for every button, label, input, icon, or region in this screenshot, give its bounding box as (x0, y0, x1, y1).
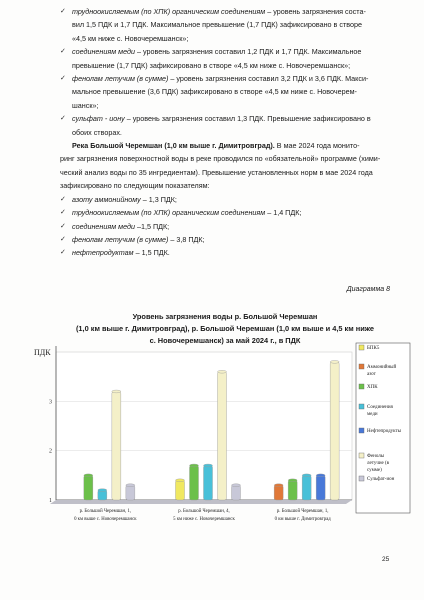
list1-item-rest: – уровень загрязнения составил 1,2 ПДК и 1,7 ПДК. Максимальное (134, 47, 362, 57)
list1-item-cont: шанск»; (72, 100, 99, 110)
list2-item-rest: – 1,3 ПДК; (140, 194, 177, 204)
page-number: 25 (382, 556, 390, 563)
bar-cap (176, 479, 185, 482)
river-heading: Река Большой Черемшан (1,0 км выше г. Димитровград). (72, 141, 275, 151)
bar-cap (98, 489, 107, 492)
legend-label: азот (367, 372, 376, 377)
bar (112, 391, 121, 500)
legend-swatch (359, 453, 364, 458)
bar (274, 485, 283, 500)
bar-cap (218, 370, 227, 373)
bar (176, 480, 185, 500)
bar-cap (232, 484, 241, 487)
list1-item-cont: мальное превышение (3,6 ПДК) зафиксировано в створе «4,5 км ниже с. Новочерем- (72, 87, 357, 97)
list1-item-cont: вил 1,5 ПДК и 1,7 ПДК. Максимальное превышение (1,7 ПДК) зафиксировано в створе (72, 20, 362, 30)
x-tick-label: 5 км ниже с. Новочеремшанск (173, 517, 235, 522)
x-tick-label: 0 км выше г. Димитровград (274, 517, 331, 522)
check-icon: ✓ (60, 8, 66, 15)
bar (218, 372, 227, 500)
bar (204, 465, 213, 500)
list2-item-term: трудноокисляемым (по ХПК) органическим соединениям (72, 208, 266, 218)
list2-item-rest: – 3,8 ПДК; (168, 234, 205, 244)
chart-title-line-2: (1,0 км выше г. Димитровград), р. Большой Черемшан (1,0 км выше и 4,5 км ниже (75, 324, 375, 333)
chart-title-line-3: с. Новочеремшанск) за май 2024 г., в ПДК (149, 336, 301, 345)
diagram-label: Диаграмма 8 (346, 286, 390, 293)
y-tick-label: 1 (49, 498, 52, 504)
bar (288, 480, 297, 500)
chart-floor (50, 500, 352, 504)
list1-item-cont: превышение (1,7 ПДК) зафиксировано в створе «4,5 км ниже с. Новочеремшанск»; (72, 60, 351, 70)
list1-item-term: сульфат - иону (72, 114, 125, 124)
bar (330, 362, 339, 500)
legend-label: БПК5 (367, 346, 380, 351)
river-line: зафиксировано по следующим показателям: (60, 181, 210, 191)
legend-label: ХПК (367, 385, 378, 390)
legend-swatch (359, 428, 364, 433)
list1-item-cont: «4,5 км ниже с. Новочеремшанск»; (72, 33, 189, 43)
check-icon: ✓ (60, 249, 66, 257)
y-axis-title: ПДК (34, 348, 51, 357)
bar (316, 475, 325, 500)
bar-cap (330, 360, 339, 363)
x-tick-label: 0 км выше с. Новочеремшанск (74, 517, 137, 522)
legend-swatch (359, 404, 364, 409)
bar (190, 465, 199, 500)
legend-swatch (359, 345, 364, 350)
list1-item-term: трудноокисляемым (по ХПК) органическим соединениям (72, 7, 266, 16)
list1-item-rest: – уровень загрязнения соста- (265, 7, 366, 16)
bar-cap (204, 464, 213, 467)
bar-cap (126, 484, 135, 487)
legend-label: летучие (в (367, 461, 390, 466)
x-tick-label: р. Большой Черемшан, 4, (178, 509, 230, 514)
check-icon: ✓ (60, 222, 66, 230)
legend-label: Нефтепродукты (367, 429, 402, 434)
river-line: ческий анализ воды по 35 ингредиентам). Превышение установленных норм в мае 2024 года (60, 167, 373, 177)
legend-label: сумме) (367, 468, 382, 473)
legend-label: меди (367, 412, 378, 417)
list1-item-term: соединениям меди (72, 47, 135, 57)
y-tick-label: 3 (49, 399, 52, 406)
legend-label: Соединения (367, 405, 393, 410)
bar (126, 485, 135, 500)
check-icon: ✓ (60, 48, 66, 56)
river-line: ринг загрязнения поверхностной воды в реке проводился по «обязательной» программе (хими- (60, 154, 381, 164)
y-tick-label: 2 (49, 448, 52, 455)
list1-item-term: фенолам летучим (в сумме) (72, 74, 169, 84)
bar (302, 475, 311, 500)
bar-cap (274, 484, 283, 487)
check-icon: ✓ (60, 195, 66, 203)
list2-item-term: соединениям меди (72, 221, 135, 231)
bar-cap (288, 479, 297, 482)
list1-item-cont: обоих створах. (72, 127, 122, 137)
check-icon: ✓ (60, 75, 66, 83)
check-icon: ✓ (60, 115, 66, 123)
check-icon: ✓ (60, 235, 66, 243)
chart-title-line-1: Уровень загрязнения воды р. Большой Черемшан (132, 312, 318, 321)
list1-item-rest: – уровень загрязнения составил 1,3 ПДК. Превышение зафиксировано в (124, 114, 371, 124)
list2-item-term: азоту аммонийному (72, 194, 141, 204)
list1-item-rest: – уровень загрязнения составил 3,2 ПДК и 3,6 ПДК. Макси- (168, 74, 369, 84)
list2-item-term: нефтепродуктам (72, 248, 134, 258)
bar-cap (112, 390, 121, 393)
check-icon: ✓ (60, 209, 66, 217)
bar (84, 475, 93, 500)
river-text: В мае 2024 года монито- (274, 141, 360, 151)
bar-cap (190, 464, 199, 467)
list2-item-term: фенолам летучим (в сумме) (72, 234, 169, 244)
legend-label: Аммонийный (367, 365, 397, 370)
legend-swatch (359, 364, 364, 369)
bar-cap (316, 474, 325, 477)
list2-item-rest: – 1,4 ПДК; (265, 208, 302, 218)
bar (232, 485, 241, 500)
list2-item-rest: – 1,5 ПДК. (133, 248, 170, 258)
bar-cap (302, 474, 311, 477)
legend-label: Фенолы (367, 454, 385, 459)
list2-item-rest: –1,5 ПДК; (134, 221, 170, 231)
legend-swatch (359, 476, 364, 481)
bar-cap (84, 474, 93, 477)
x-tick-label: р. Большой Черемшан, 1, (79, 509, 132, 514)
legend-swatch (359, 384, 364, 389)
legend-label: Сульфат-ион (367, 477, 395, 482)
x-tick-label: р. Большой Черемшан, 1, (276, 509, 329, 514)
